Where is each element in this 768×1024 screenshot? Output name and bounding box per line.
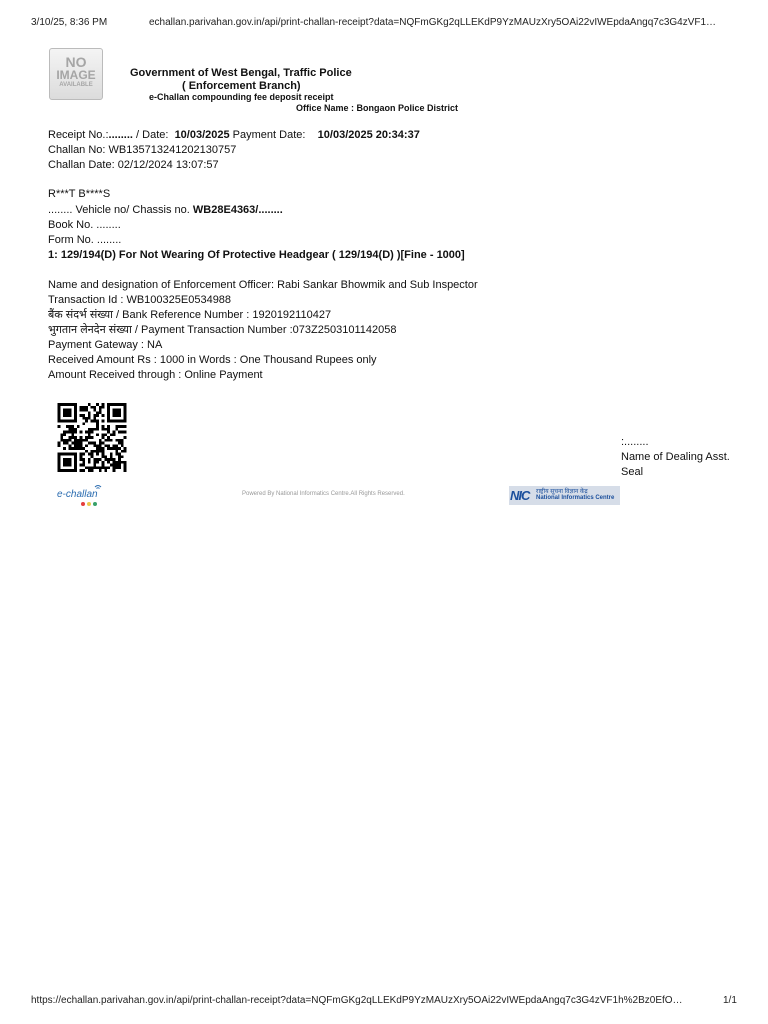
date-value: 10/03/2025 [174, 129, 230, 141]
payment-transaction-number: भुगतान लेनदेन संख्या / Payment Transaction Number :073Z2503101142058 [48, 324, 397, 336]
vehicle-label: ........ Vehicle no/ Chassis no. [48, 204, 193, 216]
nic-english-name: National Informatics Centre [536, 495, 615, 501]
header-title: Government of West Bengal, Traffic Police [130, 67, 352, 79]
date-label: / Date: [132, 129, 175, 141]
challan-date: Challan Date: 02/12/2024 13:07:57 [48, 159, 219, 171]
no-image-text-available: AVAILABLE [59, 82, 93, 88]
receipt-no-value: ........ [108, 129, 133, 141]
book-no: Book No. ........ [48, 219, 121, 231]
transaction-id: Transaction Id : WB100325E0534988 [48, 294, 232, 306]
dealing-colon-dots: :........ [621, 436, 649, 448]
owner-name: R***T B****S [48, 188, 111, 200]
enforcement-officer: Name and designation of Enforcement Officer: Rabi Sankar Bhowmik and Sub Inspector [48, 279, 478, 291]
print-datetime: 3/10/25, 8:36 PM [31, 17, 108, 28]
header-office: Office Name : Bongaon Police District [296, 103, 459, 113]
print-footer-url: https://echallan.parivahan.gov.in/api/print-challan-receipt?data=NQFmGKg2qLLEKdP9YzMAUzXry5OAi22vIWEpdaAngq7c3G4zVF1h%2Bz0EfO… [31, 995, 683, 1006]
no-image-text-image: IMAGE [56, 68, 96, 82]
receipt-no-label: Receipt No.: [48, 129, 109, 141]
nic-hindi-name: राष्ट्रीय सूचना विज्ञान केंद्र [536, 489, 588, 495]
header-receipt-type: e-Challan compounding fee deposit receipt [149, 92, 334, 102]
receipt-line [48, 129, 420, 142]
challan-no: Challan No: WB135713241202130757 [48, 144, 237, 156]
print-url: echallan.parivahan.gov.in/api/print-challan-receipt?data=NQFmGKg2qLLEKdP9YzMAUzXry5OAi22vIWEpdaAngq7c3G4zVF1… [149, 17, 717, 28]
seal-label: Seal [621, 466, 644, 478]
red-dot-icon [81, 502, 85, 506]
echallan-logo [57, 484, 107, 508]
vehicle-line [48, 204, 283, 217]
qr-code [55, 403, 129, 472]
green-dot-icon [93, 502, 97, 506]
nic-logo-mark: NIC [510, 488, 530, 503]
received-through: Amount Received through : Online Payment [48, 369, 263, 381]
print-page-number: 1/1 [723, 995, 737, 1006]
received-amount: Received Amount Rs : 1000 in Words : One Thousand Rupees only [48, 354, 377, 366]
bank-reference: बैंक संदर्भ संख्या / Bank Reference Number : 1920192110427 [48, 309, 332, 321]
offence-line: 1: 129/194(D) For Not Wearing Of Protective Headgear ( 129/194(D) )[Fine - 1000] [48, 249, 465, 261]
no-image-logo [49, 48, 103, 100]
payment-gateway: Payment Gateway : NA [48, 339, 163, 351]
payment-date-value: 10/03/2025 20:34:37 [317, 129, 420, 141]
no-image-text-no: NO [65, 54, 87, 70]
dealing-asst-label: Name of Dealing Asst. [621, 451, 730, 463]
powered-by-text: Powered By National Informatics Centre.All Rights Reserved. [242, 491, 405, 497]
payment-date-label: Payment Date: [229, 129, 318, 141]
yellow-dot-icon [87, 502, 91, 506]
form-no: Form No. ........ [48, 234, 122, 246]
vehicle-no: WB28E4363/........ [192, 204, 283, 216]
echallan-logo-text: e-challan [57, 489, 98, 500]
header-branch: ( Enforcement Branch) [182, 80, 301, 92]
nic-logo [509, 486, 620, 505]
